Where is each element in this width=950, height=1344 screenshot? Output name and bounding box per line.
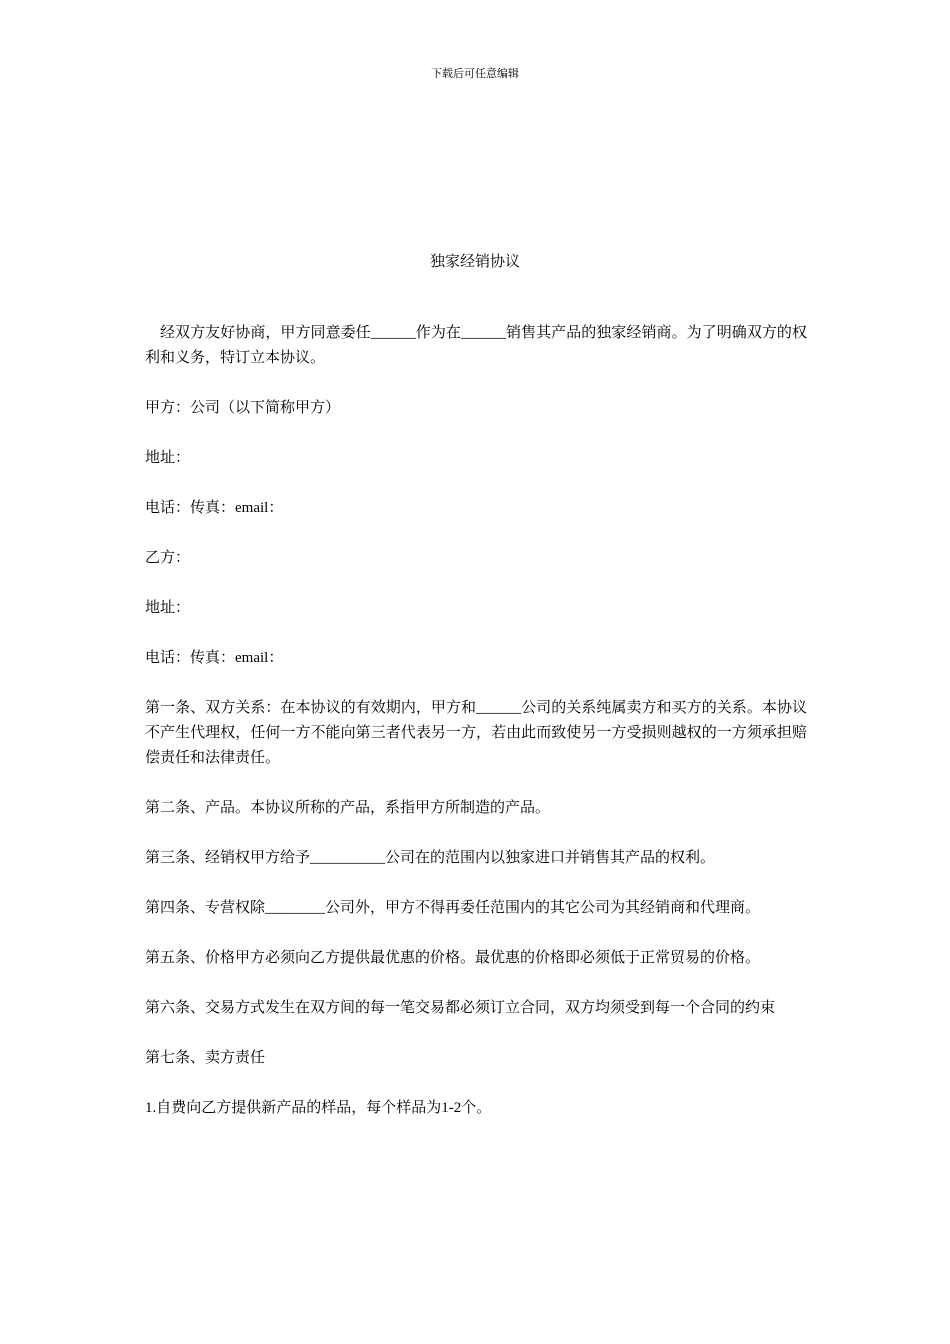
party-a-address: 地址： bbox=[145, 450, 191, 466]
article-4: 第四条、专营权除________公司外，甲方不得再委任范围内的其它公司为其经销商和代理商。 bbox=[145, 900, 761, 916]
document-body bbox=[145, 321, 807, 1146]
article-6: 第六条、交易方式发生在双方间的每一笔交易都必须订立合同，双方均须受到每一个合同的约束 bbox=[145, 1000, 776, 1016]
article-2: 第二条、产品。本协议所称的产品，系指甲方所制造的产品。 bbox=[145, 800, 551, 816]
document-title: 独家经销协议 bbox=[429, 254, 520, 270]
party-b-contact: 电话：传真：email： bbox=[145, 650, 284, 666]
article-7-item-1: 1.自费向乙方提供新产品的样品，每个样品为1-2个。 bbox=[145, 1100, 492, 1116]
intro-paragraph: 经双方友好协商，甲方同意委任______作为在______销售其产品的独家经销商。为了明确双方的权利和义务，特订立本协议。 bbox=[145, 325, 807, 366]
article-7-heading: 第七条、卖方责任 bbox=[145, 1050, 266, 1066]
party-a-line: 甲方：公司（以下简称甲方） bbox=[145, 400, 341, 416]
article-3: 第三条、经销权甲方给予__________公司在的范围内以独家进口并销售其产品的权利。 bbox=[145, 850, 716, 866]
article-1: 第一条、双方关系：在本协议的有效期内，甲方和______公司的关系纯属卖方和买方的关系。本协议不产生代理权，任何一方不能向第三者代表另一方，若由此而致使另一方受损则越权的一方须承担赔偿责任和法律责任。 bbox=[145, 700, 807, 766]
party-a-contact: 电话：传真：email： bbox=[145, 500, 284, 516]
party-b-address: 地址： bbox=[145, 600, 191, 616]
party-b-line: 乙方： bbox=[145, 550, 191, 566]
article-5: 第五条、价格甲方必须向乙方提供最优惠的价格。最优惠的价格即必须低于正常贸易的价格。 bbox=[145, 950, 761, 966]
header-note: 下载后可任意编辑 bbox=[431, 68, 519, 80]
